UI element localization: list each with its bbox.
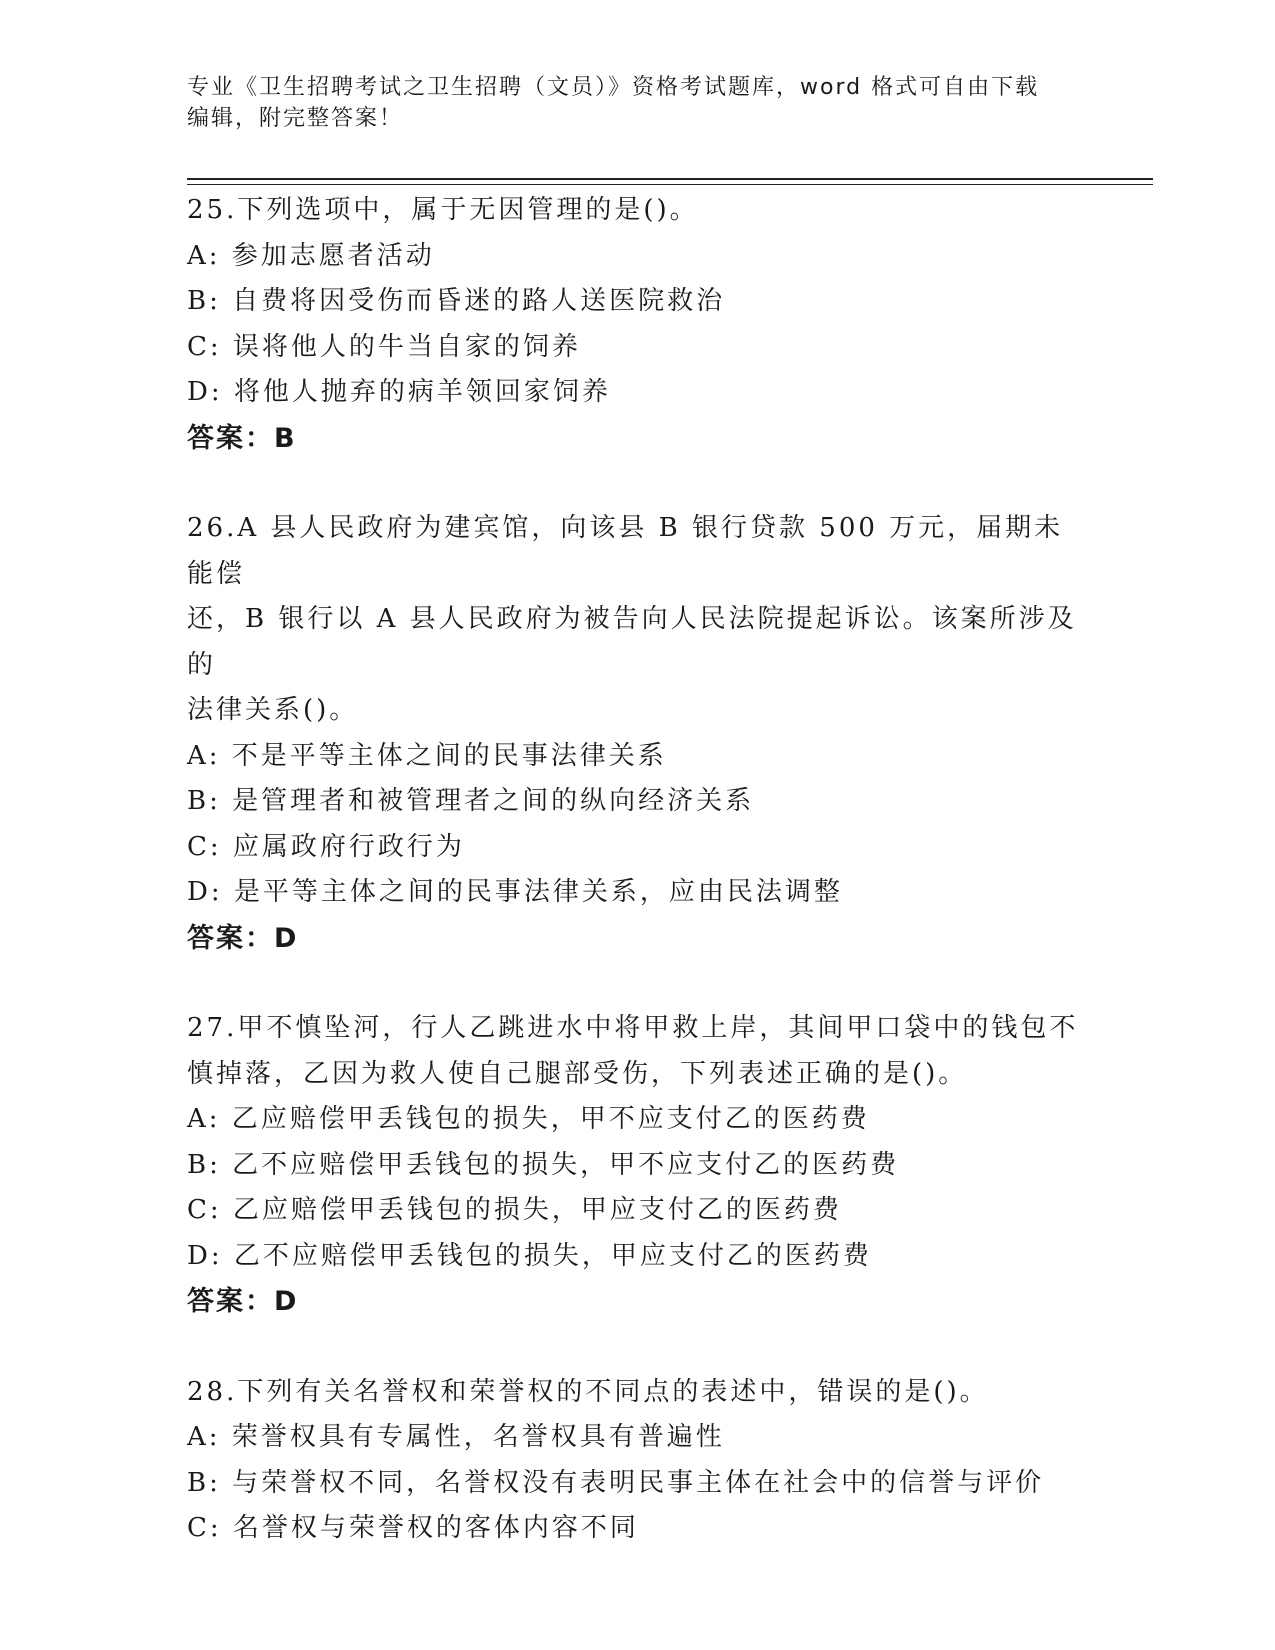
question-25 (187, 188, 1087, 461)
option-c: C: 名誉权与荣誉权的客体内容不同 (187, 1513, 639, 1543)
option-c: C: 乙应赔偿甲丢钱包的损失，甲应支付乙的医药费 (187, 1195, 842, 1225)
option-a: A: 乙应赔偿甲丢钱包的损失，甲不应支付乙的医药费 (187, 1104, 870, 1134)
question-stem: 慎掉落，乙因为救人使自己腿部受伤，下列表述正确的是()。 (187, 1058, 968, 1089)
option-d: D: 将他人抛弃的病羊领回家饲养 (187, 377, 611, 407)
header-divider-thick (187, 178, 1153, 180)
header-line-1: 专业《卫生招聘考试之卫生招聘（文员）》资格考试题库，word 格式可自由下载 (187, 75, 1040, 100)
option-c: C: 应属政府行政行为 (187, 831, 465, 862)
question-stem: 28.下列有关名誉权和荣誉权的不同点的表述中，错误的是()。 (187, 1376, 989, 1407)
option-b: B: 自费将因受伤而昏迷的路人送医院救治 (187, 286, 726, 316)
answer: 答案：D (187, 922, 299, 954)
question-26 (187, 506, 1087, 961)
option-a: A: 荣誉权具有专属性，名誉权具有普遍性 (187, 1422, 725, 1452)
option-c: C: 误将他人的牛当自家的饲养 (187, 331, 581, 362)
question-stem: 27.甲不慎坠河，行人乙跳进水中将甲救上岸，其间甲口袋中的钱包不 (187, 1013, 1079, 1043)
option-b: B: 与荣誉权不同，名誉权没有表明民事主体在社会中的信誉与评价 (187, 1467, 1045, 1498)
question-27 (187, 1006, 1087, 1325)
option-b: B: 是管理者和被管理者之间的纵向经济关系 (187, 786, 755, 816)
answer: 答案：B (187, 422, 297, 454)
question-stem: 法律关系()。 (187, 695, 359, 725)
document-header (187, 72, 1087, 134)
question-stem: 26.A 县人民政府为建宾馆，向该县 B 银行贷款 500 万元，届期未能偿 (187, 513, 1064, 589)
header-line-2: 编辑，附完整答案！ (187, 106, 404, 131)
option-b: B: 乙不应赔偿甲丢钱包的损失，甲不应支付乙的医药费 (187, 1149, 900, 1180)
question-stem: 25.下列选项中，属于无因管理的是()。 (187, 195, 699, 225)
question-list (187, 188, 1087, 1597)
option-d: D: 乙不应赔偿甲丢钱包的损失，甲应支付乙的医药费 (187, 1240, 872, 1271)
header-divider-thin (187, 184, 1153, 185)
option-a: A: 参加志愿者活动 (187, 240, 435, 271)
option-a: A: 不是平等主体之间的民事法律关系 (187, 740, 667, 771)
answer: 答案：D (187, 1286, 299, 1317)
option-d: D: 是平等主体之间的民事法律关系，应由民法调整 (187, 877, 843, 907)
question-28 (187, 1370, 1087, 1552)
question-stem: 还，B 银行以 A 县人民政府为被告向人民法院提起诉讼。该案所涉及的 (187, 604, 1077, 680)
